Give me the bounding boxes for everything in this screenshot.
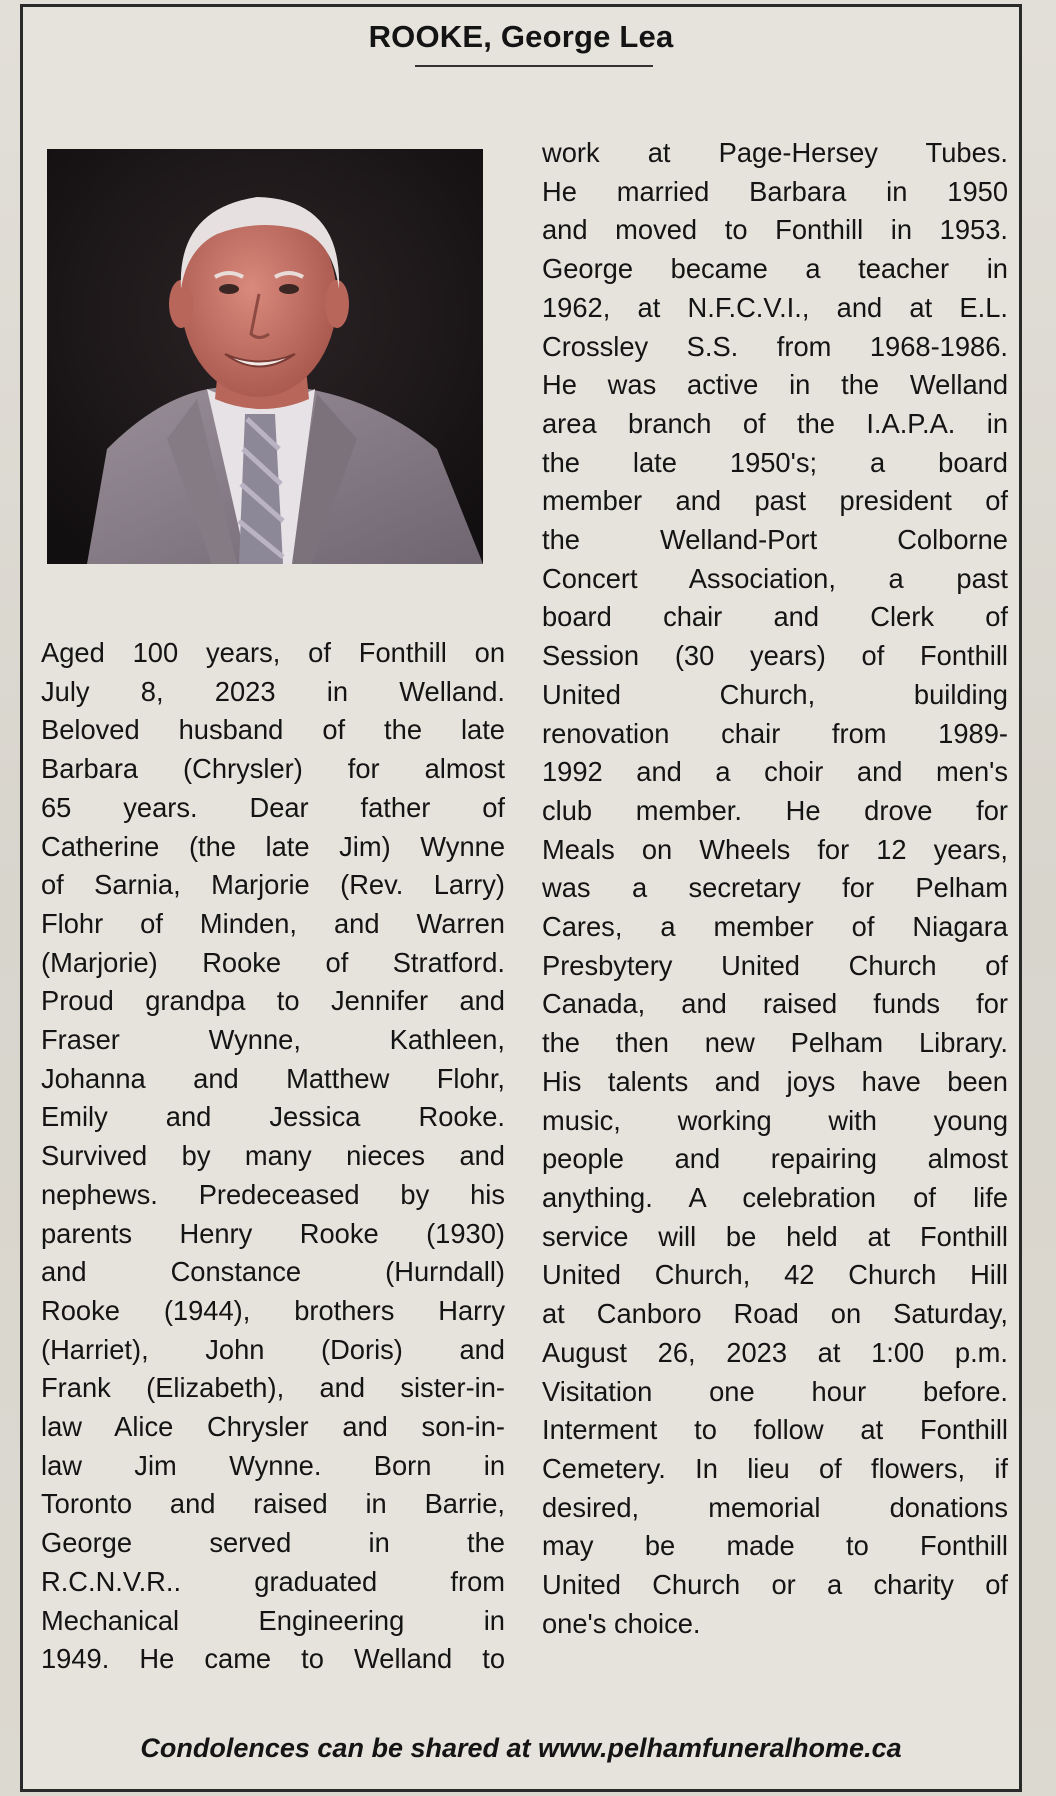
text-line: Cares, a member of Niagara <box>542 911 1008 943</box>
text-line: United Church or a charity of <box>542 1569 1008 1601</box>
text-line: July 8, 2023 in Welland. <box>41 675 505 707</box>
text-line: club member. He drove for <box>542 794 1008 826</box>
text-line: may be made to Fonthill <box>542 1530 1008 1562</box>
text-line: Beloved husband of the late <box>41 714 505 746</box>
text-line: desired, memorial donations <box>542 1491 1008 1523</box>
text-line: Aged 100 years, of Fonthill on <box>41 637 505 668</box>
text-line: law Alice Chrysler and son-in- <box>41 1411 505 1443</box>
text-line: R.C.N.V.R.. graduated from <box>41 1565 505 1597</box>
text-line: Proud grandpa to Jennifer and <box>41 985 505 1017</box>
text-line: people and repairing almost <box>542 1143 1008 1175</box>
text-line: the then new Pelham Library. <box>542 1027 1008 1059</box>
text-line: (Marjorie) Rooke of Stratford. <box>41 946 505 978</box>
text-line: work at Page-Hersey Tubes. <box>542 137 1008 168</box>
text-line: and Constance (Hurndall) <box>41 1256 505 1288</box>
text-line: Toronto and raised in Barrie, <box>41 1488 505 1520</box>
text-line: He was active in the Welland <box>542 369 1008 401</box>
text-line: nephews. Predeceased by his <box>41 1178 505 1210</box>
obituary-text-left-column <box>41 634 505 1679</box>
text-line: (Harriet), John (Doris) and <box>41 1333 505 1365</box>
text-line: area branch of the I.A.P.A. in <box>542 407 1008 439</box>
text-line: George became a teacher in <box>542 253 1008 285</box>
text-line: Presbytery United Church of <box>542 949 1008 981</box>
text-line: Barbara (Chrysler) for almost <box>41 753 505 785</box>
text-line: Interment to follow at Fonthill <box>542 1414 1008 1446</box>
text-line: Catherine (the late Jim) Wynne <box>41 830 505 862</box>
text-line: 1949. He came to Welland to <box>41 1643 505 1675</box>
text-line: Mechanical Engineering in <box>41 1604 505 1636</box>
text-line: anything. A celebration of life <box>542 1181 1008 1213</box>
text-line: 1992 and a choir and men's <box>542 756 1008 788</box>
text-line: George served in the <box>41 1527 505 1559</box>
text-line: service will be held at Fonthill <box>542 1220 1008 1252</box>
text-line: Session (30 years) of Fonthill <box>542 640 1008 672</box>
text-line: He married Barbara in 1950 <box>542 175 1008 207</box>
text-line: Concert Association, a past <box>542 562 1008 594</box>
text-line: the Welland-Port Colborne <box>542 524 1008 556</box>
text-line: August 26, 2023 at 1:00 p.m. <box>542 1336 1008 1368</box>
text-line: renovation chair from 1989- <box>542 717 1008 749</box>
text-line: United Church, building <box>542 678 1008 710</box>
text-line: Fraser Wynne, Kathleen, <box>41 1024 505 1056</box>
portrait-photo <box>47 149 483 564</box>
text-line: Emily and Jessica Rooke. <box>41 1101 505 1133</box>
text-line: music, working with young <box>542 1104 1008 1136</box>
text-line: board chair and Clerk of <box>542 601 1008 633</box>
text-line: the late 1950's; a board <box>542 446 1008 478</box>
condolences-footer: Condolences can be shared at www.pelhamfuneralhome.ca <box>140 1733 902 1763</box>
text-line: 65 years. Dear father of <box>41 791 505 823</box>
text-line: was a secretary for Pelham <box>542 872 1008 904</box>
text-line: Flohr of Minden, and Warren <box>41 907 505 939</box>
text-line: member and past president of <box>542 485 1008 517</box>
text-line: at Canboro Road on Saturday, <box>542 1298 1008 1330</box>
text-line: His talents and joys have been <box>542 1065 1008 1097</box>
text-line: Visitation one hour before. <box>542 1375 1008 1407</box>
obituary-title: ROOKE, George Lea <box>368 19 674 54</box>
text-line: Johanna and Matthew Flohr, <box>41 1062 505 1094</box>
text-line: and moved to Fonthill in 1953. <box>542 214 1008 246</box>
text-line: Frank (Elizabeth), and sister-in- <box>41 1372 505 1404</box>
obituary-notice <box>20 4 1022 1792</box>
obituary-text-right-column <box>542 134 1008 1643</box>
text-line: Canada, and raised funds for <box>542 988 1008 1020</box>
text-line: law Jim Wynne. Born in <box>41 1449 505 1481</box>
text-line: parents Henry Rooke (1930) <box>41 1217 505 1249</box>
text-line: 1962, at N.F.C.V.I., and at E.L. <box>542 291 1008 323</box>
text-line: Crossley S.S. from 1968-1986. <box>542 330 1008 362</box>
text-line: Cemetery. In lieu of flowers, if <box>542 1452 1008 1484</box>
text-line: Rooke (1944), brothers Harry <box>41 1294 505 1326</box>
text-line: United Church, 42 Church Hill <box>542 1259 1008 1291</box>
text-line: one's choice. <box>542 1607 701 1639</box>
text-line: Meals on Wheels for 12 years, <box>542 833 1008 865</box>
title-underline <box>415 65 653 67</box>
text-line: of Sarnia, Marjorie (Rev. Larry) <box>41 869 505 901</box>
text-line: Survived by many nieces and <box>41 1140 505 1172</box>
